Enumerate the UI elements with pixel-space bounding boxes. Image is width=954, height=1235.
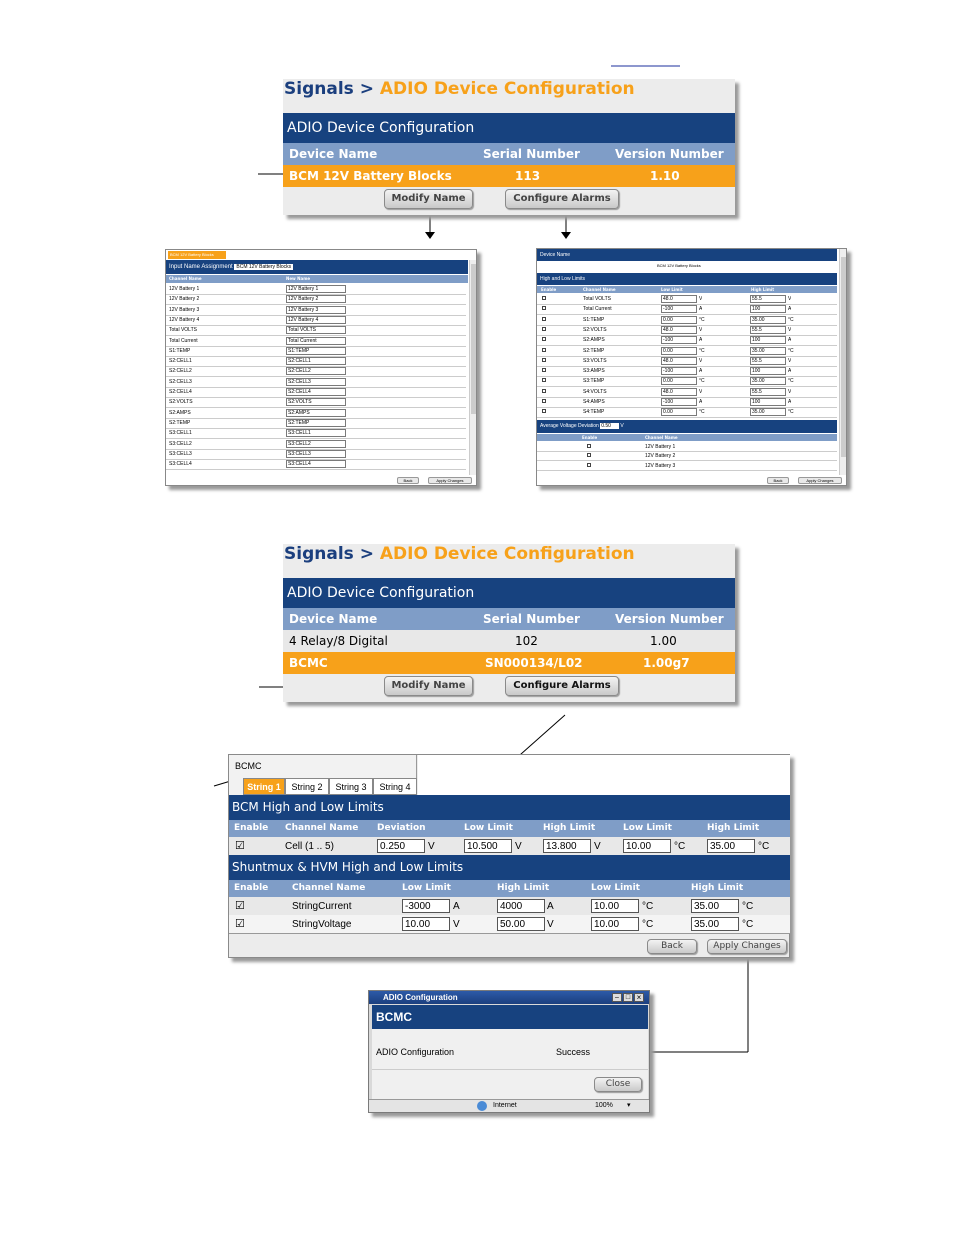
col-temp-high-limit: High Limit <box>691 883 744 893</box>
unit: °C <box>742 901 754 912</box>
globe-icon <box>477 1101 487 1111</box>
new-name-input[interactable]: S1:TEMP <box>286 347 346 355</box>
low-limit-input[interactable]: -100 <box>661 367 697 375</box>
device-config-panel-2 <box>283 544 735 702</box>
back-button[interactable]: Back <box>647 939 697 954</box>
unit: °C <box>699 378 705 385</box>
unit: V <box>428 841 435 852</box>
enable-checkbox[interactable] <box>542 358 546 362</box>
bcm-header <box>229 820 790 837</box>
enable-checkbox[interactable] <box>542 327 546 331</box>
breadcrumb-signals-link[interactable]: Signals <box>284 79 354 99</box>
back-button[interactable]: Back <box>397 477 419 484</box>
unit: V <box>788 296 792 302</box>
divider <box>372 1069 648 1070</box>
breadcrumb-current: ADIO Device Configuration <box>379 544 635 564</box>
shunt-header <box>229 880 790 897</box>
channel-name: S2:TEMP <box>169 419 191 426</box>
channel-name: S2:CELL4 <box>169 389 192 395</box>
deviation-input[interactable]: 0.250 <box>377 839 425 853</box>
high-limit-input[interactable]: 13.800 <box>543 839 591 853</box>
window-titlebar <box>369 991 649 1004</box>
device-name-cell: BCM 12V Battery Blocks <box>289 169 452 183</box>
names-header <box>166 275 468 283</box>
enable-checkbox[interactable] <box>542 409 546 413</box>
unit: °C <box>699 316 705 323</box>
new-name-input[interactable]: S2:TEMP <box>286 419 346 427</box>
shunt-rows <box>229 897 790 933</box>
temp-low-input[interactable]: 10.00 <box>591 899 639 913</box>
col-low-limit: Low Limit <box>464 823 513 833</box>
shunt-section-title: Shuntmux & HVM High and Low Limits <box>229 855 790 880</box>
unit: V <box>788 357 792 364</box>
enable-checkbox[interactable] <box>542 348 546 352</box>
low-limit-input[interactable]: 10.500 <box>464 839 512 853</box>
status-bar <box>369 1099 649 1112</box>
table-row[interactable] <box>283 630 735 652</box>
enable-checkbox[interactable] <box>587 463 591 467</box>
limits-section-bar: High and Low Limits <box>537 273 837 285</box>
minimize-icon[interactable]: – <box>612 993 622 1002</box>
col-version-number: Version Number <box>615 612 724 626</box>
channel-name: StringCurrent <box>292 901 352 912</box>
channel-name: S3:VOLTS <box>583 357 607 364</box>
breadcrumb-current: ADIO Device Configuration <box>379 79 635 99</box>
channel-name: S2:CELL3 <box>169 378 192 385</box>
low-limit-input[interactable]: 48.0 <box>661 326 697 334</box>
channel-name: S2:AMPS <box>169 409 191 416</box>
avg-deviation-bar <box>537 420 837 433</box>
channel-name: S4:VOLTS <box>583 388 607 395</box>
unit: °C <box>699 347 705 354</box>
unit: A <box>699 337 703 344</box>
avg-deviation-unit: V <box>620 423 624 429</box>
blank-area <box>418 755 790 795</box>
channel-name: S2:AMPS <box>583 337 605 344</box>
channel-name: Total Current <box>169 337 198 344</box>
apply-changes-button[interactable]: Apply Changes <box>428 477 472 484</box>
unit: V <box>699 388 703 395</box>
col-high-limit: High Limit <box>543 823 596 833</box>
modify-name-button[interactable]: Modify Name <box>384 676 473 696</box>
new-name-input[interactable]: S3:CELL4 <box>286 460 346 468</box>
avg-header <box>537 434 837 441</box>
back-button[interactable]: Back <box>767 477 789 484</box>
col-temp-low-limit: Low Limit <box>591 883 640 893</box>
temp-high-input[interactable]: 35.00 <box>691 899 739 913</box>
unit: °C <box>642 919 654 930</box>
temp-high-input[interactable]: 35.00 <box>691 917 739 931</box>
device-config-panel-1 <box>283 79 735 215</box>
col-channel-name: Channel Name <box>583 287 616 292</box>
col-serial-number: Serial Number <box>483 147 580 161</box>
channel-name: S1:TEMP <box>169 347 191 354</box>
enable-checkbox[interactable] <box>542 368 546 372</box>
channel-name: S2:VOLTS <box>169 399 193 406</box>
version-cell: 1.00g7 <box>643 656 690 670</box>
col-enable: Enable <box>582 435 598 440</box>
new-name-input[interactable]: S3:CELL3 <box>286 450 346 458</box>
tab-string-4[interactable]: String 4 <box>373 778 417 795</box>
tab-string-3[interactable]: String 3 <box>329 778 373 795</box>
table-row <box>229 837 790 855</box>
high-limit-input[interactable]: 100 <box>750 336 786 344</box>
high-limit-input[interactable]: 4000 <box>497 899 545 913</box>
unit: V <box>699 357 703 364</box>
col-channel-name: Channel Name <box>285 823 359 833</box>
device-name-cell: 4 Relay/8 Digital <box>289 634 388 648</box>
scrollbar-thumb[interactable] <box>841 257 846 457</box>
channel-name: Cell (1 .. 5) <box>285 841 334 852</box>
table-row <box>537 461 837 471</box>
channel-name: S2:TEMP <box>583 347 605 354</box>
breadcrumb-separator: > <box>359 79 374 99</box>
unit: A <box>699 368 703 375</box>
apply-changes-button[interactable]: Apply Changes <box>707 939 787 954</box>
serial-cell: SN000134/L02 <box>485 656 583 670</box>
col-serial-number: Serial Number <box>483 612 580 626</box>
panel-title: ADIO Device Configuration <box>283 113 735 143</box>
serial-cell: 113 <box>515 169 541 183</box>
high-limit-input[interactable]: 100 <box>750 398 786 406</box>
close-icon[interactable]: × <box>634 993 644 1002</box>
popup-header: BCMC <box>372 1005 648 1029</box>
channel-name: S2:CELL1 <box>169 358 192 365</box>
new-name-input[interactable]: S2:CELL4 <box>286 388 346 396</box>
table-row <box>229 915 790 933</box>
divider <box>229 933 790 934</box>
low-limit-input[interactable]: -3000 <box>402 899 450 913</box>
channel-name: S3:CELL3 <box>169 450 192 457</box>
channel-name: StringVoltage <box>292 919 352 930</box>
enable-checkbox[interactable]: ☑ <box>235 900 245 912</box>
device-name-value: BCM 12V Battery Blocks <box>657 263 701 268</box>
temp-low-input[interactable]: 10.00 <box>623 839 671 853</box>
avg-list <box>537 442 837 474</box>
col-deviation: Deviation <box>377 823 426 833</box>
col-high-limit: High Limit <box>497 883 550 893</box>
unit: V <box>547 919 554 930</box>
new-name-input[interactable]: 12V Battery 3 <box>286 306 346 314</box>
low-limit-input[interactable]: 0.00 <box>661 316 697 324</box>
device-label: BCMC <box>235 761 262 771</box>
high-limit-input[interactable]: 100 <box>750 305 786 313</box>
version-cell: 1.10 <box>650 169 680 183</box>
unit: A <box>788 368 792 375</box>
unit: A <box>788 306 792 313</box>
device-name-cell: BCMC <box>289 656 328 670</box>
col-low-limit: Low Limit <box>661 287 683 292</box>
enable-checkbox[interactable] <box>542 296 546 300</box>
low-limit-input[interactable]: 0.00 <box>661 347 697 355</box>
high-limit-input[interactable]: 55.5 <box>750 357 786 365</box>
new-name-input[interactable]: S3:CELL1 <box>286 429 346 437</box>
channel-name: 12V Battery 4 <box>169 316 200 323</box>
bcmc-limits-panel <box>228 754 790 958</box>
col-high-limit: High Limit <box>751 287 775 292</box>
high-limit-input[interactable]: 35.00 <box>750 377 786 385</box>
high-limit-input[interactable]: 50.00 <box>497 917 545 931</box>
unit: °C <box>674 841 686 852</box>
unit: A <box>453 901 460 912</box>
new-name-input[interactable]: 12V Battery 2 <box>286 295 346 303</box>
table-header <box>283 608 735 630</box>
unit: A <box>547 901 554 912</box>
unit: V <box>788 388 792 395</box>
table-row[interactable] <box>283 165 735 187</box>
enable-checkbox[interactable]: ☑ <box>235 918 245 930</box>
channel-name: 12V Battery 3 <box>645 462 676 469</box>
breadcrumb-separator: > <box>359 544 374 564</box>
limits-header <box>537 286 837 293</box>
tab-string-2[interactable]: String 2 <box>285 778 329 795</box>
input-names-panel <box>165 249 477 486</box>
maximize-icon[interactable]: □ <box>623 993 633 1002</box>
panel-title: ADIO Device Configuration <box>283 578 735 608</box>
channel-name: S2:CELL2 <box>169 368 192 375</box>
low-limit-input[interactable]: 48.0 <box>661 388 697 396</box>
unit: A <box>788 399 792 405</box>
channel-name: S2:VOLTS <box>583 326 607 333</box>
unit: °C <box>788 316 794 323</box>
temp-high-input[interactable]: 35.00 <box>707 839 755 853</box>
breadcrumb-signals-link[interactable]: Signals <box>284 544 354 564</box>
unit: V <box>699 296 703 302</box>
new-name-input[interactable]: S2:CELL2 <box>286 367 346 375</box>
channel-name: Total VOLTS <box>169 327 197 334</box>
channel-name: Total Current <box>583 306 612 313</box>
enable-checkbox[interactable]: ☑ <box>235 840 245 852</box>
popup-window <box>368 990 650 1113</box>
table-row <box>229 897 790 915</box>
new-name-input[interactable]: S2:AMPS <box>286 409 346 417</box>
unit: A <box>699 306 703 313</box>
scrollbar[interactable] <box>839 249 846 475</box>
low-limit-input[interactable]: -100 <box>661 336 697 344</box>
channel-name: 12V Battery 2 <box>169 296 200 303</box>
tab-string-1[interactable]: String 1 <box>243 778 285 795</box>
high-limit-input[interactable]: 35.00 <box>750 347 786 355</box>
col-enable: Enable <box>541 287 557 292</box>
device-tab[interactable]: BCM 12V Battery Blocks <box>168 251 226 259</box>
new-name-input[interactable]: Total Current <box>286 337 346 345</box>
table-row[interactable] <box>283 652 735 674</box>
unit: °C <box>642 901 654 912</box>
enable-checkbox[interactable] <box>542 317 546 321</box>
unit: A <box>699 399 703 405</box>
col-channel-name: Channel Name <box>169 276 202 281</box>
modify-name-button[interactable]: Modify Name <box>384 189 473 209</box>
new-name-input[interactable]: S2:VOLTS <box>286 398 346 406</box>
unit: V <box>453 919 460 930</box>
low-limit-input[interactable]: 0.00 <box>661 377 697 385</box>
col-enable: Enable <box>234 883 269 893</box>
scrollbar[interactable] <box>469 260 476 475</box>
channel-name: S1:TEMP <box>583 316 605 323</box>
channel-name: S3:CELL4 <box>169 461 192 468</box>
configure-alarms-button[interactable]: Configure Alarms <box>505 676 619 696</box>
channel-name: S3:CELL1 <box>169 430 192 437</box>
low-limit-input[interactable]: -100 <box>661 305 697 313</box>
high-limit-input[interactable]: 55.5 <box>750 326 786 334</box>
serial-cell: 102 <box>515 634 538 648</box>
avg-deviation-input[interactable]: 0.50 <box>600 423 619 429</box>
table-header <box>283 143 735 165</box>
limits-list <box>537 294 837 419</box>
temp-low-input[interactable]: 10.00 <box>591 917 639 931</box>
table-row <box>166 459 466 470</box>
new-name-input[interactable]: S2:CELL1 <box>286 357 346 365</box>
window-title: ADIO Configuration <box>383 993 458 1002</box>
col-temp-high-limit: High Limit <box>707 823 760 833</box>
unit: °C <box>699 409 705 416</box>
low-limit-input[interactable]: 48.0 <box>661 295 697 303</box>
breadcrumb <box>284 79 635 99</box>
col-channel-name: Channel Name <box>645 435 678 440</box>
col-temp-low-limit: Low Limit <box>623 823 672 833</box>
unit: V <box>699 326 703 333</box>
device-name-bar: Device Name <box>537 249 837 261</box>
apply-changes-button[interactable]: Apply Changes <box>798 477 842 484</box>
high-limit-input[interactable]: 55.5 <box>750 388 786 396</box>
high-limit-input[interactable]: 35.00 <box>750 408 786 416</box>
version-cell: 1.00 <box>650 634 677 648</box>
table-row <box>537 407 837 418</box>
new-name-input[interactable]: 12V Battery 4 <box>286 316 346 324</box>
enable-checkbox[interactable] <box>542 378 546 382</box>
channel-name: 12V Battery 1 <box>645 444 676 450</box>
avg-deviation-label: Average Voltage Deviation <box>540 423 599 429</box>
unit: V <box>788 326 792 333</box>
channel-name: 12V Battery 2 <box>645 453 676 460</box>
low-limit-input[interactable]: 10.00 <box>402 917 450 931</box>
zoom-level[interactable]: 100% <box>595 1102 613 1109</box>
high-limit-input[interactable]: 100 <box>750 367 786 375</box>
col-enable: Enable <box>234 823 269 833</box>
result-text: Success <box>556 1047 591 1057</box>
channel-name: 12V Battery 3 <box>169 306 200 313</box>
assign-label: Input Name Assignment <box>169 264 233 270</box>
unit: A <box>788 337 792 344</box>
chevron-down-icon[interactable]: ▾ <box>627 1102 631 1109</box>
unit: °C <box>788 347 794 354</box>
new-name-input[interactable]: S2:CELL3 <box>286 378 346 386</box>
channel-name: S3:TEMP <box>583 378 605 385</box>
high-limit-input[interactable]: 35.00 <box>750 316 786 324</box>
breadcrumb <box>284 544 635 564</box>
channel-name: S3:CELL2 <box>169 440 192 447</box>
config-label: ADIO Configuration <box>376 1047 455 1057</box>
enable-checkbox[interactable] <box>542 306 546 310</box>
popup-content <box>372 1005 648 1100</box>
names-list <box>166 284 466 472</box>
unit: °C <box>742 919 754 930</box>
channel-name: Total VOLTS <box>583 296 611 302</box>
low-limit-input[interactable]: -100 <box>661 398 697 406</box>
col-low-limit: Low Limit <box>402 883 451 893</box>
unit: V <box>594 841 601 852</box>
zone-label: Internet <box>493 1102 517 1109</box>
enable-checkbox[interactable] <box>542 389 546 393</box>
unit: °C <box>788 409 794 416</box>
high-limit-input[interactable]: 55.5 <box>750 295 786 303</box>
enable-checkbox[interactable] <box>587 444 591 448</box>
enable-checkbox[interactable] <box>587 453 591 457</box>
col-new-name: New Name <box>286 276 311 281</box>
bcm-section-title: BCM High and Low Limits <box>229 795 790 820</box>
unit: °C <box>758 841 770 852</box>
assign-bar <box>166 260 468 274</box>
configure-alarms-button[interactable]: Configure Alarms <box>505 189 619 209</box>
col-version-number: Version Number <box>615 147 724 161</box>
channel-name: S4:TEMP <box>583 409 605 416</box>
close-button[interactable]: Close <box>594 1077 642 1092</box>
scrollbar-thumb[interactable] <box>471 264 476 414</box>
low-limit-input[interactable]: 0.00 <box>661 408 697 416</box>
enable-checkbox[interactable] <box>542 337 546 341</box>
enable-checkbox[interactable] <box>542 399 546 403</box>
channel-name: S4:AMPS <box>583 399 605 405</box>
channel-name: 12V Battery 1 <box>169 286 200 292</box>
col-device-name: Device Name <box>289 612 378 626</box>
new-name-input[interactable]: Total VOLTS <box>286 326 346 334</box>
col-channel-name: Channel Name <box>292 883 366 893</box>
col-device-name: Device Name <box>289 147 378 161</box>
new-name-input[interactable]: S3:CELL2 <box>286 440 346 448</box>
low-limit-input[interactable]: 48.0 <box>661 357 697 365</box>
new-name-input[interactable]: 12V Battery 1 <box>286 285 346 293</box>
unit: °C <box>788 378 794 385</box>
limits-panel <box>536 248 847 486</box>
channel-name: S3:AMPS <box>583 368 605 375</box>
assign-input[interactable]: BCM 12V Battery Blocks <box>236 264 292 270</box>
unit: V <box>515 841 522 852</box>
